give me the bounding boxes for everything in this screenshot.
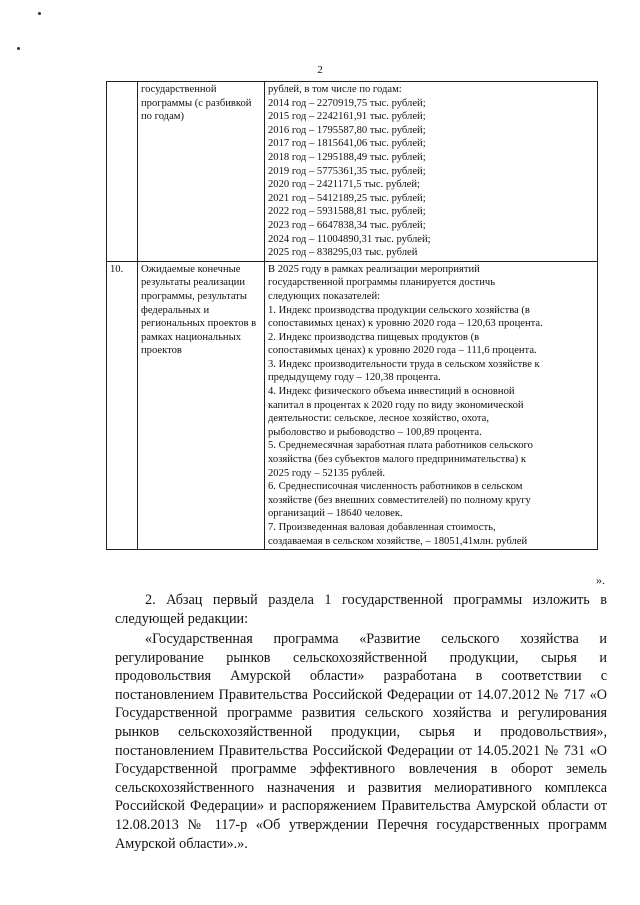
value-line: организаций – 18640 человек. [268, 508, 403, 520]
value-line: сопоставимых ценах) к уровню 2020 года – 120,63 процента. [268, 318, 543, 330]
row-value-cell [265, 82, 598, 262]
row-number-cell: 10. [107, 261, 138, 549]
value-line: капитал в процентах к 2020 году по виду экономической [268, 399, 524, 411]
value-line: 2024 год – 11004890,31 тыс. рублей; [268, 233, 431, 245]
value-line: 2017 год – 1815641,06 тыс. рублей; [268, 138, 426, 150]
value-line: деятельности: сельское, лесное хозяйство, охота, [268, 413, 489, 425]
value-line: следующих показателей: [268, 290, 381, 302]
value-line: хозяйстве (без внешних совместителей) по полному кругу [268, 494, 531, 506]
program-passport-table [106, 81, 598, 550]
value-line: 1. Индекс производства продукции сельского хозяйства (в [268, 304, 530, 316]
value-line: 2020 год – 2421171,5 тыс. рублей; [268, 179, 420, 191]
quoted-new-text-paragraph: «Государственная программа «Развитие сельского хозяйства и регулирование рынков сельскохозяйственной продукции, сырья и продовольствия Амурской области» разработана в соответствии с постановлением Правительства Российской Федерации от 14.07.2012 № 717 «О Государственной программе развития сельского хозяйства и регулирования рынков сельскохозяйственной продукции, сырья и продовольствия», постановлением Правительства Российской Федерации от 14.05.2021 № 731 «О Государственной программе эффективного вовлечения в оборот земель сельскохозяйственного назначения и развития мелиоративного комплекса Российской Федерации» и распоряжением Правительства Амурской области от 12.08.2013 № 117-р «Об утверждении Перечня государственных программ Амурской области».». [115, 631, 607, 852]
value-line: 6. Среднесписочная численность работников в сельском [268, 481, 523, 493]
value-line: 4. Индекс физического объема инвестиций в основной [268, 386, 515, 398]
value-line: 2022 год – 5931588,81 тыс. рублей; [268, 206, 426, 218]
value-line: 2019 год – 5775361,35 тыс. рублей; [268, 165, 426, 177]
value-line: 2021 год – 5412189,25 тыс. рублей; [268, 192, 426, 204]
row-name-cell: Ожидаемые конечные результаты реализации программы, результаты федеральных и региональных проектов в рамках национальных проектов [138, 261, 265, 549]
page-number: 2 [317, 64, 323, 76]
value-line: предыдущему году – 120,38 процента. [268, 372, 441, 384]
value-line: государственной программы планируется достичь [268, 277, 496, 289]
table-row [107, 261, 598, 549]
value-line: хозяйства (без субъектов малого предпринимательства) к [268, 454, 527, 466]
closing-quote: ». [596, 573, 605, 587]
table-row [107, 82, 598, 262]
value-line: сопоставимых ценах) к уровню 2020 года – 111,6 процента. [268, 345, 537, 357]
row-number-cell [107, 82, 138, 262]
row-value-cell [265, 261, 598, 549]
value-line: рыболовство и рыбоводство – 100,89 процента. [268, 426, 482, 438]
scan-speck [38, 12, 41, 15]
amendment-paragraph: 2. Абзац первый раздела 1 государственной программы изложить в следующей редакции: [115, 592, 607, 627]
value-line: рублей, в том числе по годам: [268, 84, 402, 95]
value-line: 2023 год – 6647838,34 тыс. рублей; [268, 219, 426, 231]
value-line: 2015 год – 2242161,91 тыс. рублей; [268, 111, 426, 123]
value-line: 2016 год – 1795587,80 тыс. рублей; [268, 124, 426, 136]
value-line: 2025 году – 52135 рублей. [268, 467, 386, 479]
value-line: 2025 год – 838295,03 тыс. рублей [268, 247, 418, 259]
scan-speck [17, 47, 20, 50]
value-line: 2018 год – 1295188,49 тыс. рублей; [268, 151, 426, 163]
value-line: В 2025 году в рамках реализации мероприятий [268, 263, 480, 275]
value-line: 2014 год – 2270919,75 тыс. рублей; [268, 97, 426, 109]
value-line: 3. Индекс производительности труда в сельском хозяйстве к [268, 358, 540, 370]
row-name-cell: государственной программы (с разбивкой по годам) [138, 82, 265, 262]
value-line: 5. Среднемесячная заработная плата работников сельского [268, 440, 533, 452]
value-line: создаваемая в сельском хозяйстве, – 18051,41млн. рублей [268, 535, 528, 547]
value-line: 7. Произведенная валовая добавленная стоимость, [268, 522, 496, 533]
value-line: 2. Индекс производства пищевых продуктов (в [268, 331, 480, 343]
